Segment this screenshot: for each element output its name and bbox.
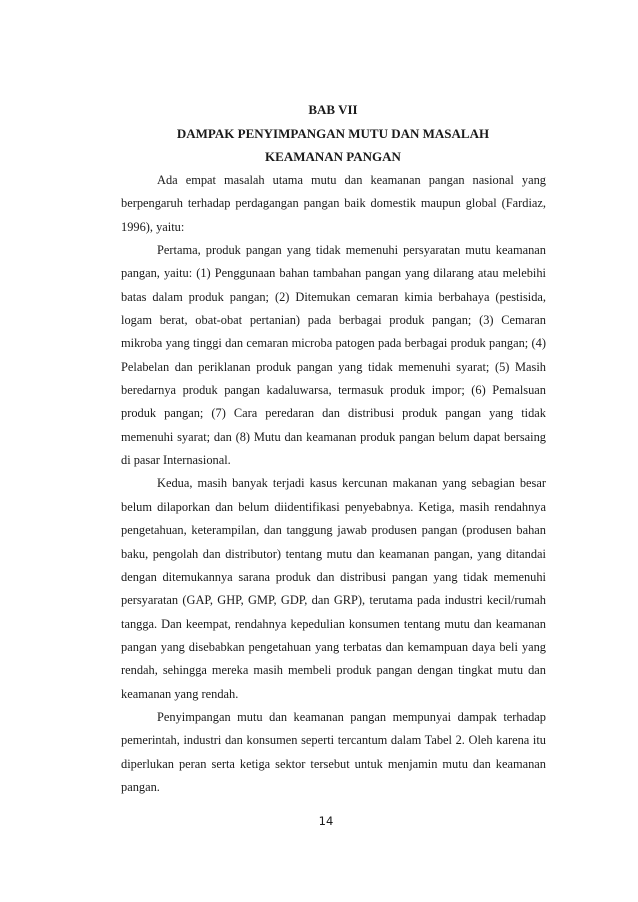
paragraph-penyimpangan: Penyimpangan mutu dan keamanan pangan mempunyai dampak terhadap pemerintah, industri dan konsumen seperti tercantum dalam Tabel 2. Oleh karena itu diperlukan peran serta ketiga sektor tersebut untuk menjamin mutu dan keamanan pangan.: [121, 709, 546, 794]
body-text: [121, 169, 546, 799]
chapter-label: BAB VII: [308, 102, 358, 117]
chapter-title-line-2: KEAMANAN PANGAN: [265, 149, 401, 164]
chapter-title-line-1: DAMPAK PENYIMPANGAN MUTU DAN MASALAH: [176, 126, 490, 141]
paragraph-pertama: Pertama, produk pangan yang tidak memenuhi persyaratan mutu keamanan pangan, yaitu: (1) Penggunaan bahan tambahan pangan yang dilarang atau melebihi batas dalam produk pangan; (2) Ditemukan cemaran kimia berbahaya (pestisida, logam berat, obat-obat pertanian) pada berbagai produk pangan; (3) Cemaran mikroba yang tinggi dan cemaran microba patogen pada berbagai produk pangan; (4) Pelabelan dan periklanan produk pangan yang tidak memenuhi syarat; (5) Masih beredarnya produk pangan kadaluwarsa, termasuk produk impor; (6) Pemalsuan produk pangan; (7) Cara peredaran dan distribusi produk pangan yang tidak memenuhi syarat; dan (8) Mutu dan keamanan produk pangan belum dapat bersaing di pasar Internasional.: [121, 243, 546, 468]
paragraph-intro: Ada empat masalah utama mutu dan keamanan pangan nasional yang berpengaruh terhadap perdagangan pangan baik domestik maupun global (Fardiaz, 1996), yaitu:: [121, 173, 546, 234]
paragraph-kedua: Kedua, masih banyak terjadi kasus kercunan makanan yang sebagian besar belum dilaporkan dan belum diidentifikasi penyebabnya. Ketiga, masih rendahnya pengetahuan, keterampilan, dan tanggung jawab produsen pangan (produsen bahan baku, pengolah dan distributor) tentang mutu dan keamanan pangan, yang ditandai dengan ditemukannya sarana produk dan distribusi pangan yang tidak memenuhi persyaratan (GAP, GHP, GMP, GDP, dan GRP), terutama pada industri kecil/rumah tangga. Dan keempat, rendahnya kepedulian konsumen tentang mutu dan keamanan pangan yang disebabkan pengetahuan yang terbatas dan kemampuan daya beli yang rendah, sehingga mereka masih membeli produk pangan dengan tingkat mutu dan keamanan yang rendah.: [121, 476, 546, 701]
page-number: 14: [318, 814, 334, 828]
